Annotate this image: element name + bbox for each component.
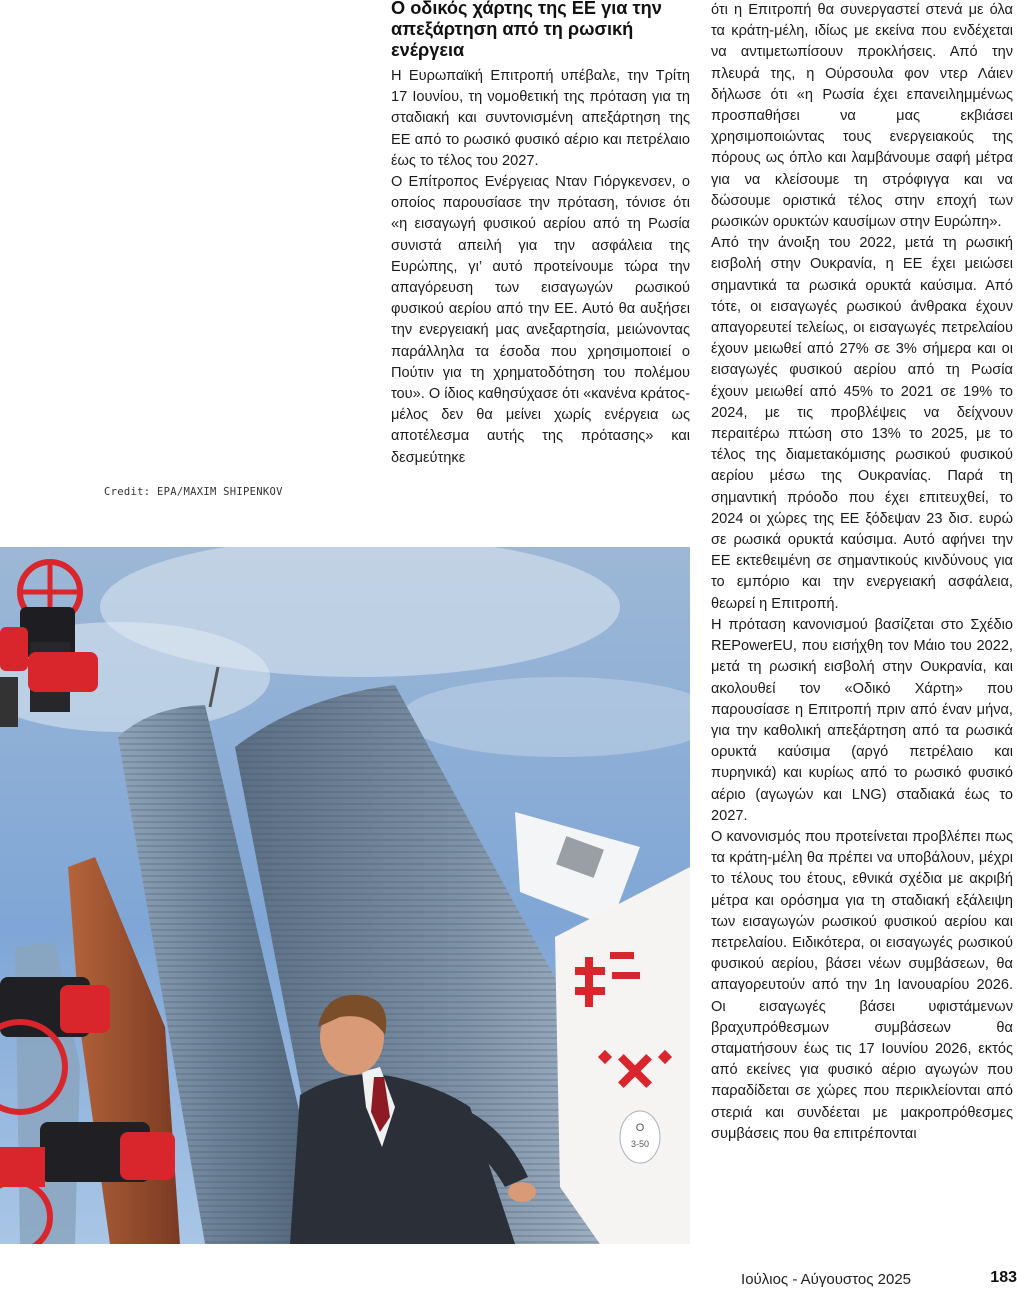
article-column-left [391, 66, 690, 469]
paragraph-von-der-leyen: ότι η Επιτροπή θα συνεργαστεί στενά με όλα τα κράτη-μέλη, ιδίως με εκείνα που ενδέχεται να αντιμετωπίσουν προκλήσεις. Από την πλευρά της, η Ούρσουλα φον ντερ Λάιεν δήλωσε ότι «η Ρωσία έχει επανειλημμένως προσπαθήσει να μας εκβιάσει χρησιμοποιώντας τους ενεργειακούς της πόρους ως όπλο και λαμβάνουμε σαφή μέτρα για να κλείσουμε τη στρόφιγγα και να δώσουμε οριστικά τέλος στην εποχή των ρωσικών ορυκτών καυσίμων στην Ευρώπη». [711, 2, 1013, 231]
article-column-right [711, 0, 1013, 1145]
article-photo [0, 547, 690, 1244]
paragraph-repowereu: Η πρόταση κανονισμού βασίζεται στο Σχέδιο REPowerEU, που εισήχθη τον Μάιο του 2022, μετά τη ρωσική εισβολή στην Ουκρανία, και ακολουθεί τον «Οδικό Χάρτη» που παρουσίασε η Επιτροπή πριν από έναν μήνα, για την καθολική απεξάρτηση από τα ρωσικά ορυκτά καύσιμα (αργό πετρέλαιο και πυρηνικά) και κυρίως από το ρωσικό φυσικό αέριο (αγωγών και LNG) σταδιακά έως το 2027. [711, 616, 1013, 824]
page-number: 183 [990, 1269, 1017, 1286]
flag-label-top: O [635, 1122, 645, 1134]
article-title: Ο οδικός χάρτης της ΕΕ για την απεξάρτηση από τη ρωσική ενέργεια [391, 0, 662, 60]
footer-issue: Ιούλιος - Αύγουστος 2025 [741, 1271, 911, 1288]
paragraph-commissioner-quote: Ο Επίτροπος Ενέργειας Νταν Γιόργκενσεν, ο οποίος παρουσίασε την πρόταση, τόνισε ότι «η εισαγωγή φυσικού αερίου από τη Ρωσία συνιστά απειλή για την ασφάλεια της Ευρώπης, γι’ αυτό προτείνουμε τώρα την απαγόρευση των εισαγωγών ρωσικού φυσικού αερίου από την ΕΕ. Αυτό θα αυξήσει την ενεργειακή μας ανεξαρτησία, μειώνοντας παράλληλα τα έσοδα που χρησιμοποιεί ο Πούτιν για τη χρηματοδότηση του πολέμου του». Ο ίδιος καθησύχασε ότι «κανένα κράτος-μέλος δεν θα μείνει χωρίς ενέργεια ως αποτέλεσμα αυτής της πρότασης» και δεσμεύτηκε [391, 174, 690, 466]
paragraph-regulation: Ο κανονισμός που προτείνεται προβλέπει πως τα κράτη-μέλη θα πρέπει να υποβάλουν, μέχρι το τέλους του έτους, εθνικά σχέδια με ακριβή μέτρα και ορόσημα για τη σταδιακή εξάλειψη των εισαγωγών ρωσικού φυσικού αερίου και πετρελαίου. Ειδικότερα, οι εισαγωγές ρωσικού φυσικού αερίου, βάσει νέων συμβάσεων, θα απαγορευτούν από την 1η Ιανουαρίου 2026. Οι εισαγωγές βάσει υφιστάμενων βραχυπρόθεσμων συμβάσεων θα σταματήσουν έως τις 17 Ιουνίου 2026, εκτός από εκείνες για φυσικό αέριο αγωγών που παραδίδεται σε χώρες που περικλείονται από στεριά και συνδέεται με μακροπρόθεσμες συμβάσεις που θα επιτρέπονται [711, 828, 1013, 1142]
paragraph-intro: Η Ευρωπαϊκή Επιτροπή υπέβαλε, την Τρίτη 17 Ιουνίου, τη νομοθετική της πρόταση για τη σταδιακή και συντονισμένη απεξάρτηση της ΕΕ από το ρωσικό φυσικό αέριο και πετρέλαιο έως το τέλος του 2027. [391, 68, 690, 169]
photo-credit: Credit: EPA/MAXIM SHIPENKOV [104, 486, 283, 498]
paragraph-import-figures: Από την άνοιξη του 2022, μετά τη ρωσική εισβολή στην Ουκρανία, η ΕΕ έχει μειώσει σημαντικά τα ρωσικά ορυκτά καύσιμα. Από τότε, οι εισαγωγές ρωσικού άνθρακα έχουν απαγορευτεί τελείως, οι εισαγωγές πετρελαίου έχουν μειωθεί από 27% σε 3% σήμερα και οι εισαγωγές φυσικού αερίου από τη Ρωσία έχουν μειωθεί από 45% το 2021 σε 19% το 2024, με τις προβλέψεις να δείχνουν περαιτέρω πτώση στο 13% το 2025, με το τέλος της διαμετακόμισης ρωσικού φυσικού αερίου μέσω της Ουκρανίας. Παρά τη σημαντική πρόοδο που έχει επιτευχθεί, το 2024 οι χώρες της ΕΕ ξόδεψαν 23 δισ. ευρώ σε ρωσικά ορυκτά καύσιμα. Αυτό αφήνει την ΕΕ εκτεθειμένη σε σημαντικούς κινδύνους για το εμπόριο και την ενεργειακή ασφάλεια, θεωρεί η Επιτροπή. [711, 235, 1013, 612]
flag-label-bottom: 3-50 [630, 1139, 650, 1149]
